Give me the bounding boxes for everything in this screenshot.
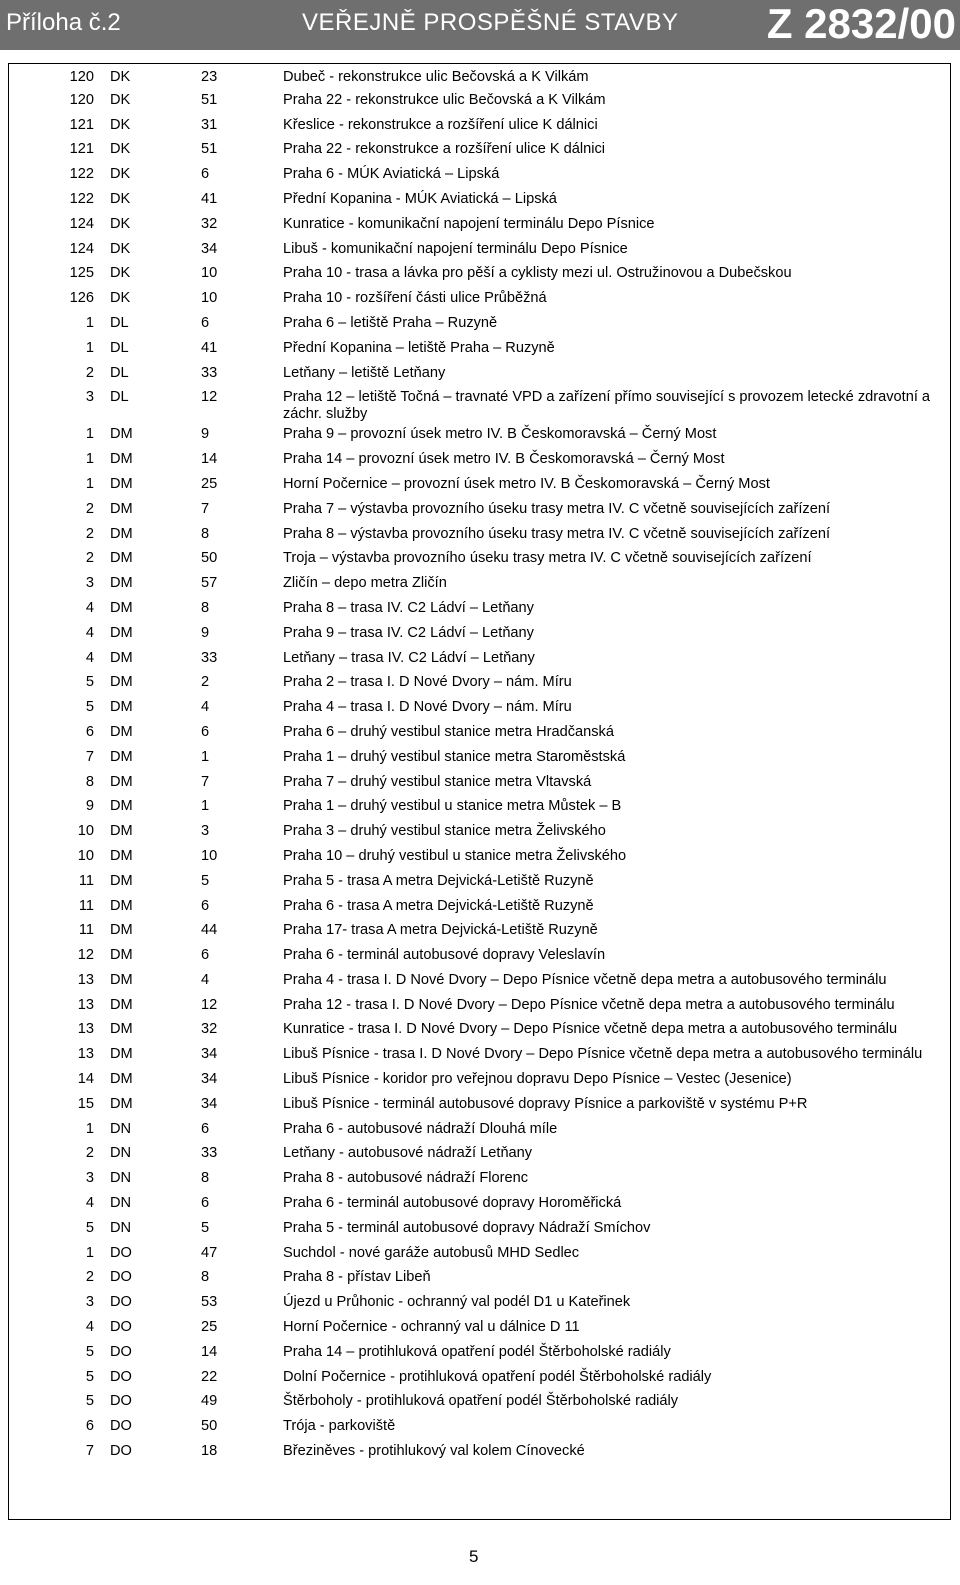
- table-row: [9, 138, 950, 163]
- row-code-cell: DM: [110, 1021, 133, 1038]
- table-row: [9, 1316, 950, 1341]
- row-description-cell: Praha 1 – druhý vestibul u stanice metra Můstek – B: [283, 798, 622, 815]
- row-area-cell: 5: [85, 1343, 94, 1360]
- row-code-cell: DN: [110, 1145, 132, 1162]
- row-area-cell: 124: [69, 240, 94, 257]
- row-description-cell: Praha 6 - MÚK Aviatická – Lipská: [283, 166, 500, 183]
- row-area-cell: 10: [77, 847, 94, 864]
- row-area-cell: 6: [85, 723, 94, 740]
- row-code-cell: DM: [110, 798, 133, 815]
- table-row: [9, 498, 950, 523]
- row-number-cell: 12: [201, 996, 218, 1013]
- row-area-cell: 2: [85, 525, 94, 542]
- row-number-cell: 23: [201, 69, 218, 85]
- row-number-cell: 22: [201, 1368, 218, 1385]
- row-area-cell: 3: [85, 1294, 94, 1311]
- table-row: [9, 795, 950, 820]
- row-description-cell: Praha 8 - autobusové nádraží Florenc: [283, 1170, 528, 1187]
- row-code-cell: DM: [110, 699, 133, 716]
- row-code-cell: DK: [110, 91, 131, 108]
- row-description-cell: Praha 6 – druhý vestibul stanice metra Hradčanská: [283, 723, 614, 740]
- row-area-cell: 2: [85, 1269, 94, 1286]
- table-row: [9, 89, 950, 114]
- row-description-cell: Suchdol - nové garáže autobusů MHD Sedlec: [283, 1244, 580, 1261]
- row-number-cell: 5: [201, 872, 210, 889]
- row-number-cell: 34: [201, 1046, 218, 1063]
- row-area-cell: 4: [85, 649, 94, 666]
- table-row: [9, 647, 950, 672]
- row-area-cell: 4: [85, 1195, 94, 1212]
- row-area-cell: 5: [85, 1368, 94, 1385]
- row-area-cell: 120: [69, 69, 94, 85]
- row-area-cell: 9: [85, 798, 94, 815]
- row-number-cell: 34: [201, 1071, 218, 1088]
- row-area-cell: 11: [78, 922, 94, 939]
- table-row: [9, 994, 950, 1019]
- constructions-table-body: [9, 64, 950, 1465]
- row-area-cell: 120: [69, 91, 94, 108]
- row-code-cell: DM: [110, 971, 133, 988]
- row-code-cell: DO: [110, 1319, 132, 1336]
- row-description-cell: Praha 4 - trasa I. D Nové Dvory – Depo Písnice včetně depa metra a autobusového terminálu: [283, 971, 887, 988]
- row-description-cell: Újezd u Průhonic - ochranný val podél D1 u Kateřinek: [283, 1294, 631, 1311]
- document-title: VEŘEJNĚ PROSPĚŠNÉ STAVBY: [302, 9, 679, 36]
- row-number-cell: 25: [201, 1319, 218, 1336]
- table-row: [9, 287, 950, 312]
- table-row: [9, 919, 950, 944]
- row-number-cell: 47: [201, 1244, 218, 1261]
- row-number-cell: 33: [201, 1145, 218, 1162]
- row-area-cell: 1: [85, 339, 94, 356]
- table-row: [9, 622, 950, 647]
- row-number-cell: 10: [201, 265, 218, 282]
- row-code-cell: DM: [110, 649, 133, 666]
- row-code-cell: DO: [110, 1368, 132, 1385]
- row-area-cell: 7: [85, 1443, 94, 1460]
- row-code-cell: DM: [110, 897, 133, 914]
- row-description-cell: Praha 6 - trasa A metra Dejvická-Letiště Ruzyně: [283, 897, 594, 914]
- table-row: [9, 721, 950, 746]
- row-description-cell: Praha 10 – druhý vestibul u stanice metra Želivského: [283, 847, 627, 864]
- table-row: [9, 1068, 950, 1093]
- table-row: [9, 213, 950, 238]
- row-area-cell: 5: [85, 699, 94, 716]
- row-description-cell: Praha 12 – letiště Točná – travnaté VPD a zařízení přímo související s provozem letecké zdravotní a záchr. služby: [283, 389, 931, 423]
- row-description-cell: Praha 9 – trasa IV. C2 Ládví – Letňany: [283, 624, 534, 641]
- row-description-cell: Praha 6 - autobusové nádraží Dlouhá míle: [283, 1120, 558, 1137]
- table-row: [9, 473, 950, 498]
- row-code-cell: DM: [110, 624, 133, 641]
- row-description-cell: Praha 6 – letiště Praha – Ruzyně: [283, 314, 498, 331]
- row-code-cell: DM: [110, 550, 133, 567]
- row-description-cell: Dubeč - rekonstrukce ulic Bečovská a K Vilkám: [283, 69, 589, 85]
- table-row: [9, 1366, 950, 1391]
- row-description-cell: Praha 7 – výstavba provozního úseku trasy metra IV. C včetně souvisejících zařízení: [283, 500, 830, 517]
- table-row: [9, 870, 950, 895]
- row-number-cell: 51: [201, 91, 218, 108]
- row-code-cell: DM: [110, 1071, 133, 1088]
- row-description-cell: Praha 5 - trasa A metra Dejvická-Letiště Ruzyně: [283, 872, 594, 889]
- row-description-cell: Štěrboholy - protihluková opatření podél Štěrboholské radiály: [283, 1393, 679, 1410]
- row-code-cell: DK: [110, 265, 131, 282]
- table-row: [9, 423, 950, 448]
- row-code-cell: DK: [110, 69, 131, 85]
- row-code-cell: DO: [110, 1343, 132, 1360]
- row-code-cell: DM: [110, 773, 133, 790]
- row-number-cell: 57: [201, 575, 218, 592]
- document-code: Z 2832/00: [766, 0, 956, 47]
- table-row: [9, 547, 950, 572]
- row-description-cell: Křeslice - rekonstrukce a rozšíření ulice K dálnici: [283, 116, 598, 133]
- table-row: [9, 944, 950, 969]
- row-code-cell: DN: [110, 1195, 132, 1212]
- row-code-cell: DM: [110, 500, 133, 517]
- row-area-cell: 1: [85, 1120, 94, 1137]
- row-number-cell: 1: [201, 798, 210, 815]
- table-row: [9, 188, 950, 213]
- row-code-cell: DM: [110, 426, 133, 443]
- table-row: [9, 820, 950, 845]
- row-area-cell: 122: [69, 166, 94, 183]
- row-number-cell: 50: [201, 550, 218, 567]
- row-area-cell: 4: [85, 599, 94, 616]
- table-row: [9, 114, 950, 139]
- attachment-label: Příloha č.2: [6, 9, 121, 36]
- row-description-cell: Libuš Písnice - trasa I. D Nové Dvory – Depo Písnice včetně depa metra a autobusového terminálu: [283, 1046, 923, 1063]
- row-number-cell: 8: [201, 599, 210, 616]
- row-code-cell: DM: [110, 748, 133, 765]
- row-code-cell: DK: [110, 190, 131, 207]
- row-code-cell: DO: [110, 1244, 132, 1261]
- row-number-cell: 9: [201, 426, 210, 443]
- row-code-cell: DK: [110, 141, 131, 158]
- row-description-cell: Libuš Písnice - koridor pro veřejnou dopravu Depo Písnice – Vestec (Jesenice): [283, 1071, 792, 1088]
- row-code-cell: DM: [110, 525, 133, 542]
- row-description-cell: Letňany – letiště Letňany: [283, 364, 446, 381]
- row-description-cell: Přední Kopanina – letiště Praha – Ruzyně: [283, 339, 555, 356]
- row-area-cell: 7: [85, 748, 94, 765]
- row-area-cell: 2: [85, 500, 94, 517]
- row-number-cell: 7: [201, 500, 210, 517]
- row-area-cell: 14: [77, 1071, 94, 1088]
- table-row: [9, 1242, 950, 1267]
- row-code-cell: DK: [110, 215, 131, 232]
- row-number-cell: 32: [201, 1021, 218, 1038]
- row-description-cell: Horní Počernice - ochranný val u dálnice D 11: [283, 1319, 580, 1336]
- row-code-cell: DK: [110, 116, 131, 133]
- row-description-cell: Praha 6 - terminál autobusové dopravy Horoměřická: [283, 1195, 622, 1212]
- row-description-cell: Praha 5 - terminál autobusové dopravy Nádraží Smíchov: [283, 1219, 651, 1236]
- row-number-cell: 10: [201, 847, 218, 864]
- row-description-cell: Praha 10 - trasa a lávka pro pěší a cyklisty mezi ul. Ostružinovou a Dubečskou: [283, 265, 792, 282]
- row-description-cell: Praha 14 – provozní úsek metro IV. B Českomoravská – Černý Most: [283, 451, 725, 468]
- row-code-cell: DM: [110, 1095, 133, 1112]
- row-description-cell: Praha 14 – protihluková opatření podél Štěrboholské radiály: [283, 1343, 671, 1360]
- row-code-cell: DM: [110, 1046, 133, 1063]
- row-number-cell: 6: [201, 166, 210, 183]
- row-area-cell: 1: [85, 426, 94, 443]
- table-row: [9, 163, 950, 188]
- row-area-cell: 5: [85, 1219, 94, 1236]
- page-header: [0, 0, 960, 50]
- row-area-cell: 2: [85, 1145, 94, 1162]
- row-number-cell: 6: [201, 723, 210, 740]
- table-row: [9, 1192, 950, 1217]
- table-row: [9, 386, 950, 423]
- row-number-cell: 10: [201, 290, 218, 307]
- row-number-cell: 50: [201, 1418, 218, 1435]
- row-code-cell: DO: [110, 1269, 132, 1286]
- row-number-cell: 34: [201, 1095, 218, 1112]
- row-description-cell: Praha 8 - přístav Libeň: [283, 1269, 431, 1286]
- row-number-cell: 49: [201, 1393, 218, 1410]
- row-code-cell: DN: [110, 1120, 132, 1137]
- row-code-cell: DM: [110, 922, 133, 939]
- table-row: [9, 1266, 950, 1291]
- row-area-cell: 126: [69, 290, 94, 307]
- row-number-cell: 9: [201, 624, 210, 641]
- row-description-cell: Praha 9 – provozní úsek metro IV. B Českomoravská – Černý Most: [283, 426, 717, 443]
- row-area-cell: 3: [85, 389, 94, 406]
- row-number-cell: 6: [201, 314, 210, 331]
- row-description-cell: Praha 22 - rekonstrukce ulic Bečovská a K Vilkám: [283, 91, 606, 108]
- row-description-cell: Trója - parkoviště: [283, 1418, 396, 1435]
- row-description-cell: Praha 10 - rozšíření části ulice Průběžná: [283, 290, 547, 307]
- row-number-cell: 3: [201, 823, 210, 840]
- row-area-cell: 1: [85, 314, 94, 331]
- row-area-cell: 13: [77, 996, 94, 1013]
- table-row: [9, 1018, 950, 1043]
- row-description-cell: Horní Počernice – provozní úsek metro IV. B Českomoravská – Černý Most: [283, 475, 770, 492]
- row-code-cell: DK: [110, 166, 131, 183]
- row-description-cell: Praha 6 - terminál autobusové dopravy Veleslavín: [283, 947, 606, 964]
- row-code-cell: DM: [110, 475, 133, 492]
- row-code-cell: DM: [110, 996, 133, 1013]
- row-area-cell: 4: [85, 1319, 94, 1336]
- row-description-cell: Letňany - autobusové nádraží Letňany: [283, 1145, 533, 1162]
- row-number-cell: 33: [201, 364, 218, 381]
- row-description-cell: Praha 8 – trasa IV. C2 Ládví – Letňany: [283, 599, 534, 616]
- table-row: [9, 771, 950, 796]
- row-number-cell: 18: [201, 1443, 218, 1460]
- table-row: [9, 337, 950, 362]
- row-area-cell: 15: [77, 1095, 94, 1112]
- row-code-cell: DM: [110, 947, 133, 964]
- row-description-cell: Praha 3 – druhý vestibul stanice metra Želivského: [283, 823, 606, 840]
- row-number-cell: 41: [201, 339, 218, 356]
- table-row: [9, 448, 950, 473]
- row-number-cell: 6: [201, 1120, 210, 1137]
- row-number-cell: 14: [201, 1343, 218, 1360]
- row-number-cell: 1: [201, 748, 210, 765]
- row-description-cell: Libuš Písnice - terminál autobusové dopravy Písnice a parkoviště v systému P+R: [283, 1095, 808, 1112]
- table-row: [9, 362, 950, 387]
- row-area-cell: 3: [85, 1170, 94, 1187]
- row-area-cell: 2: [85, 550, 94, 567]
- table-row: [9, 1415, 950, 1440]
- row-code-cell: DO: [110, 1443, 132, 1460]
- table-row: [9, 262, 950, 287]
- row-area-cell: 13: [77, 1046, 94, 1063]
- row-description-cell: Dolní Počernice - protihluková opatření podél Štěrboholské radiály: [283, 1368, 712, 1385]
- row-number-cell: 8: [201, 1170, 210, 1187]
- row-description-cell: Praha 2 – trasa I. D Nové Dvory – nám. Míru: [283, 674, 572, 691]
- table-row: [9, 969, 950, 994]
- table-row: [9, 238, 950, 263]
- page-number: 5: [469, 1547, 479, 1566]
- row-description-cell: Troja – výstavba provozního úseku trasy metra IV. C včetně souvisejících zařízení: [283, 550, 812, 567]
- row-number-cell: 4: [201, 699, 210, 716]
- table-row: [9, 1093, 950, 1118]
- row-description-cell: Praha 12 - trasa I. D Nové Dvory – Depo Písnice včetně depa metra a autobusového terminálu: [283, 996, 895, 1013]
- row-description-cell: Přední Kopanina - MÚK Aviatická – Lipská: [283, 190, 557, 207]
- table-row: [9, 746, 950, 771]
- row-number-cell: 41: [201, 190, 218, 207]
- row-area-cell: 11: [78, 897, 94, 914]
- row-code-cell: DM: [110, 575, 133, 592]
- constructions-table: [8, 63, 951, 1520]
- row-code-cell: DM: [110, 723, 133, 740]
- row-code-cell: DL: [110, 314, 129, 331]
- row-number-cell: 34: [201, 240, 218, 257]
- row-number-cell: 7: [201, 773, 210, 790]
- table-row: [9, 696, 950, 721]
- row-description-cell: Kunratice - komunikační napojení terminálu Depo Písnice: [283, 215, 655, 232]
- row-area-cell: 13: [77, 971, 94, 988]
- row-description-cell: Libuš - komunikační napojení terminálu Depo Písnice: [283, 240, 628, 257]
- row-number-cell: 12: [201, 389, 218, 406]
- row-code-cell: DM: [110, 451, 133, 468]
- row-description-cell: Zličín – depo metra Zličín: [283, 575, 447, 592]
- row-area-cell: 10: [77, 823, 94, 840]
- row-number-cell: 4: [201, 971, 210, 988]
- row-area-cell: 122: [69, 190, 94, 207]
- row-number-cell: 6: [201, 1195, 210, 1212]
- row-number-cell: 8: [201, 1269, 210, 1286]
- row-description-cell: Praha 7 – druhý vestibul stanice metra Vltavská: [283, 773, 592, 790]
- row-code-cell: DL: [110, 364, 129, 381]
- row-area-cell: 5: [85, 674, 94, 691]
- table-row: [9, 1043, 950, 1068]
- row-description-cell: Praha 22 - rekonstrukce a rozšíření ulice K dálnici: [283, 141, 606, 158]
- row-description-cell: Praha 1 – druhý vestibul stanice metra Staroměstská: [283, 748, 626, 765]
- row-code-cell: DM: [110, 847, 133, 864]
- row-area-cell: 2: [85, 364, 94, 381]
- table-row: [9, 572, 950, 597]
- row-number-cell: 51: [201, 141, 218, 158]
- row-code-cell: DM: [110, 823, 133, 840]
- row-area-cell: 124: [69, 215, 94, 232]
- row-area-cell: 125: [69, 265, 94, 282]
- row-number-cell: 25: [201, 475, 218, 492]
- row-number-cell: 2: [201, 674, 210, 691]
- table-row: [9, 1167, 950, 1192]
- row-description-cell: Letňany – trasa IV. C2 Ládví – Letňany: [283, 649, 535, 666]
- row-area-cell: 1: [85, 475, 94, 492]
- row-area-cell: 13: [77, 1021, 94, 1038]
- table-row: [9, 1217, 950, 1242]
- row-code-cell: DN: [110, 1170, 132, 1187]
- row-area-cell: 12: [77, 947, 94, 964]
- row-number-cell: 32: [201, 215, 218, 232]
- row-number-cell: 8: [201, 525, 210, 542]
- row-number-cell: 14: [201, 451, 218, 468]
- row-description-cell: Praha 4 – trasa I. D Nové Dvory – nám. Míru: [283, 699, 572, 716]
- row-number-cell: 6: [201, 897, 210, 914]
- table-row: [9, 845, 950, 870]
- row-number-cell: 44: [201, 922, 218, 939]
- row-code-cell: DK: [110, 290, 131, 307]
- row-number-cell: 5: [201, 1219, 210, 1236]
- row-area-cell: 8: [85, 773, 94, 790]
- row-description-cell: Praha 8 – výstavba provozního úseku trasy metra IV. C včetně souvisejících zařízení: [283, 525, 830, 542]
- row-number-cell: 31: [201, 116, 218, 133]
- row-area-cell: 6: [85, 1418, 94, 1435]
- row-code-cell: DK: [110, 240, 131, 257]
- table-row: [9, 523, 950, 548]
- table-row: [9, 671, 950, 696]
- table-row: [9, 1390, 950, 1415]
- row-code-cell: DO: [110, 1393, 132, 1410]
- table-row: [9, 64, 950, 89]
- table-row: [9, 1440, 950, 1465]
- row-area-cell: 121: [69, 141, 94, 158]
- table-row: [9, 1142, 950, 1167]
- row-number-cell: 33: [201, 649, 218, 666]
- row-code-cell: DM: [110, 599, 133, 616]
- table-row: [9, 1341, 950, 1366]
- row-code-cell: DL: [110, 339, 129, 356]
- row-code-cell: DO: [110, 1294, 132, 1311]
- row-area-cell: 4: [85, 624, 94, 641]
- row-area-cell: 121: [69, 116, 94, 133]
- row-area-cell: 5: [85, 1393, 94, 1410]
- table-row: [9, 597, 950, 622]
- row-code-cell: DO: [110, 1418, 132, 1435]
- row-number-cell: 53: [201, 1294, 218, 1311]
- row-description-cell: Březiněves - protihlukový val kolem Cínovecké: [283, 1443, 585, 1460]
- row-code-cell: DM: [110, 872, 133, 889]
- row-number-cell: 6: [201, 947, 210, 964]
- table-row: [9, 312, 950, 337]
- table-row: [9, 1118, 950, 1143]
- table-row: [9, 895, 950, 920]
- row-area-cell: 1: [85, 1244, 94, 1261]
- row-description-cell: Praha 17- trasa A metra Dejvická-Letiště Ruzyně: [283, 922, 598, 939]
- row-description-cell: Kunratice - trasa I. D Nové Dvory – Depo Písnice včetně depa metra a autobusového terminálu: [283, 1021, 898, 1038]
- row-area-cell: 3: [85, 575, 94, 592]
- row-area-cell: 11: [78, 872, 94, 889]
- row-code-cell: DL: [110, 389, 129, 406]
- row-code-cell: DN: [110, 1219, 132, 1236]
- table-row: [9, 1291, 950, 1316]
- row-area-cell: 1: [85, 451, 94, 468]
- row-code-cell: DM: [110, 674, 133, 691]
